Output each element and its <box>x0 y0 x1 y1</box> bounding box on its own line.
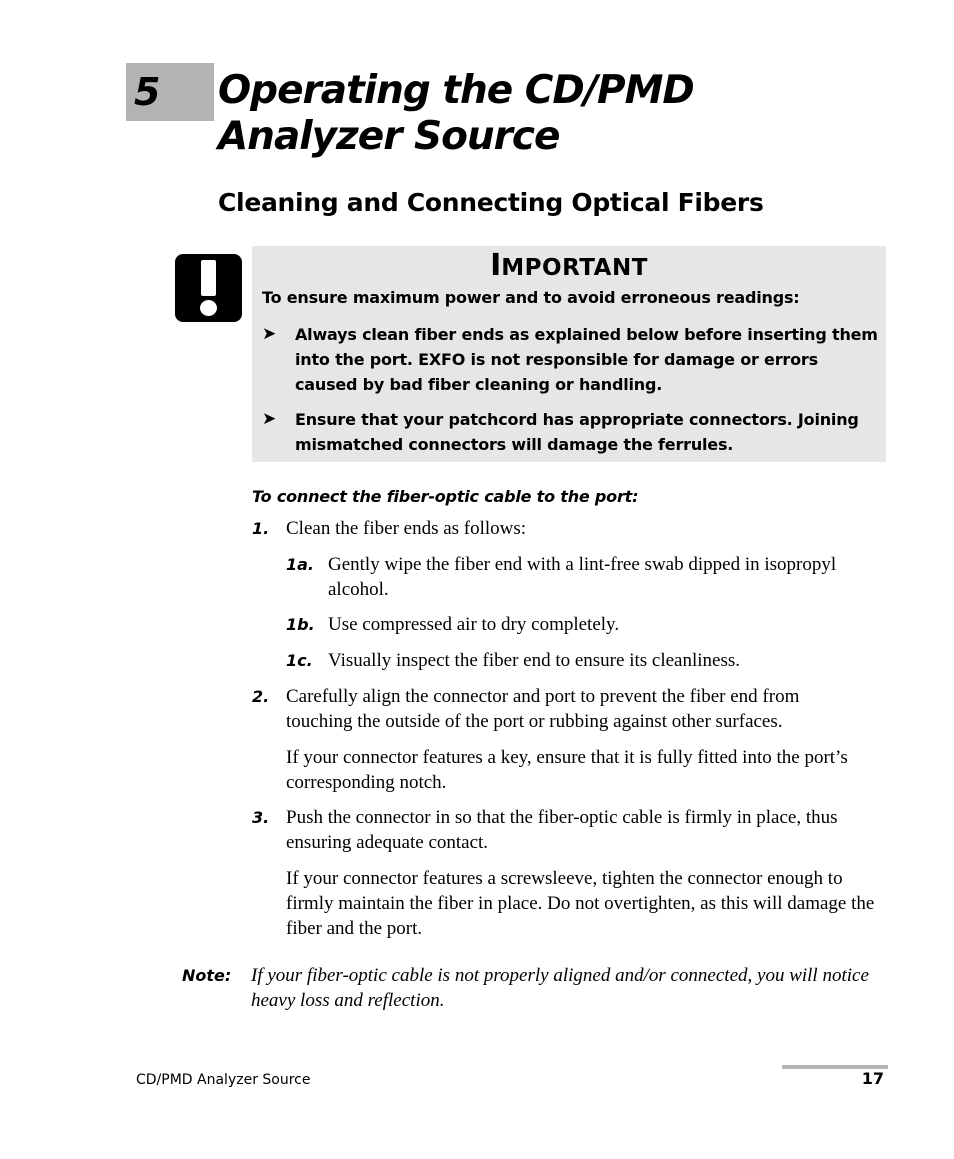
step-detail-text: If your connector features a key, ensure that it is fully fitted into the port’s corresponding notch. <box>286 747 848 793</box>
footer-doc-title: CD/PMD Analyzer Source <box>136 1072 311 1088</box>
step-number: 2. <box>252 687 270 706</box>
important-heading-initial: I <box>490 248 502 283</box>
step-number: 3. <box>252 808 270 827</box>
important-intro: To ensure maximum power and to avoid erroneous readings: <box>262 288 800 307</box>
chapter-title <box>218 68 858 160</box>
important-bullet-text: Always clean fiber ends as explained below before inserting them into the port. EXFO is not responsible for damage or errors caused by bad fiber cleaning or handling. <box>295 325 878 394</box>
bullet-arrow-icon: ➤ <box>262 409 277 429</box>
procedure-heading: To connect the fiber-optic cable to the port: <box>252 487 639 506</box>
step-text: Push the connector in so that the fiber-optic cable is firmly in place, thus ensuring adequate contact. <box>286 807 838 853</box>
step-text: Carefully align the connector and port to prevent the fiber end from touching the outside of the port or rubbing against other surfaces. <box>286 686 800 732</box>
procedure-substep <box>286 552 886 602</box>
procedure-step <box>252 684 862 734</box>
exclamation-icon <box>175 254 242 322</box>
step-text: Clean the fiber ends as follows: <box>286 518 527 539</box>
substep-number: 1c. <box>286 651 313 670</box>
procedure-step <box>252 516 892 541</box>
important-heading <box>252 248 886 286</box>
important-bullet <box>262 407 882 457</box>
note-label: Note: <box>182 966 232 985</box>
important-heading-rest: MPORTANT <box>501 255 648 281</box>
exclamation-dot <box>200 300 217 316</box>
substep-text: Use compressed air to dry completely. <box>328 614 620 635</box>
section-title: Cleaning and Connecting Optical Fibers <box>218 188 764 217</box>
substep-text: Visually inspect the fiber end to ensure its cleanliness. <box>328 650 740 671</box>
step-number: 1. <box>252 519 270 538</box>
chapter-title-line2: Analyzer Source <box>218 114 560 159</box>
exclamation-bar <box>201 260 216 296</box>
chapter-title-line1: Operating the CD/PMD <box>218 68 694 113</box>
procedure-step <box>252 805 872 855</box>
important-callout <box>252 246 886 462</box>
substep-number: 1b. <box>286 615 315 634</box>
procedure-substep <box>286 612 886 637</box>
substep-number: 1a. <box>286 555 315 574</box>
note-text: If your fiber-optic cable is not properly aligned and/or connected, you will notice heavy loss and reflection. <box>251 965 869 1011</box>
procedure-substep <box>286 648 886 673</box>
step-detail-text: If your connector features a screwsleeve, tighten the connector enough to firmly maintain the fiber in place. Do not overtighten, as this will damage the fiber and the port. <box>286 868 875 939</box>
chapter-number: 5 <box>134 70 161 114</box>
substep-text: Gently wipe the fiber end with a lint-free swab dipped in isopropyl alcohol. <box>328 554 837 600</box>
page-number: 17 <box>861 1069 884 1088</box>
bullet-arrow-icon: ➤ <box>262 324 277 344</box>
important-bullet-text: Ensure that your patchcord has appropriate connectors. Joining mismatched connectors will damage the ferrules. <box>295 410 859 454</box>
important-bullet <box>262 322 882 397</box>
